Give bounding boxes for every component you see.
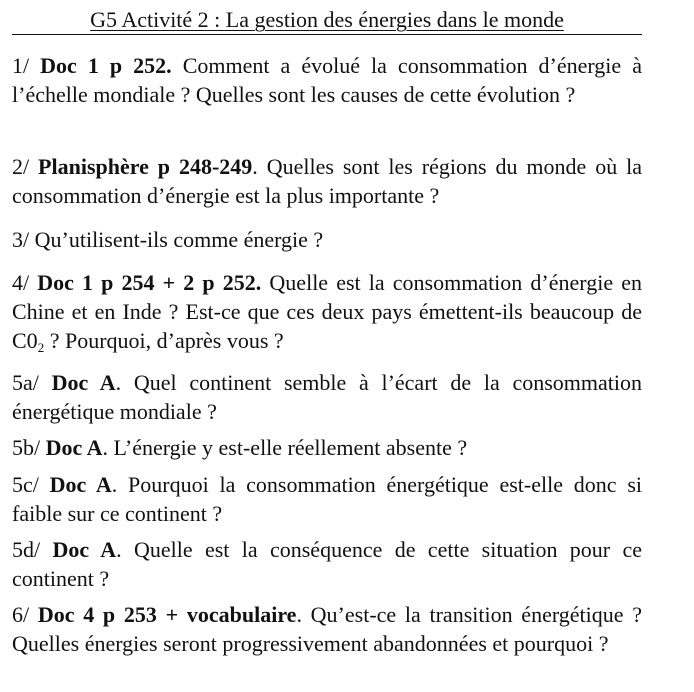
question-text: . Quel continent semble à l’écart de la consommation énergétique mondiale ?	[12, 370, 642, 424]
question-text: Qu’utilisent-ils comme énergie ?	[34, 227, 324, 252]
question-text: . Quelles sont les régions du monde où la consommation d’énergie est la plus importante ?	[12, 154, 642, 208]
question-text: . Pourquoi la consommation énergétique est-elle donc si faible sur ce continent ?	[12, 472, 642, 526]
question-number: 6/	[12, 602, 38, 627]
question-3	[12, 225, 642, 254]
question-reference: Doc A	[51, 370, 116, 395]
question-number: 5a/	[12, 370, 52, 395]
question-reference: Doc A	[52, 537, 117, 562]
question-text-after: ? Pourquoi, d’après vous ?	[44, 328, 284, 353]
page-title: G5 Activité 2 : La gestion des énergies dans le monde	[90, 7, 564, 32]
question-text: . Qu’est-ce la transition énergétique ? Quelles énergies seront progressivement abandonnées et pourquoi ?	[12, 602, 643, 656]
question-text: Quelle est la consommation d’énergie en Chine et en Inde ? Est-ce que ces deux pays émettent-ils beaucoup de C0	[12, 270, 642, 353]
title-bar	[12, 6, 642, 35]
question-number: 2/	[12, 154, 39, 179]
question-number: 5b/	[12, 435, 46, 460]
question-5a	[12, 368, 642, 426]
subscript: 2	[37, 340, 45, 355]
question-text: . L’énergie y est-elle réellement absente ?	[102, 435, 468, 460]
question-2	[12, 152, 642, 210]
question-reference: Doc A	[49, 472, 112, 497]
question-number: 3/	[12, 227, 35, 252]
question-4	[12, 268, 642, 355]
question-5b	[12, 433, 642, 462]
question-6	[12, 600, 642, 658]
question-reference: Doc A	[45, 435, 103, 460]
question-reference: Planisphère p 248-249	[38, 154, 253, 179]
question-reference: Doc 1 p 254 + 2 p 252.	[37, 270, 262, 295]
question-number: 1/	[12, 53, 41, 78]
question-5d	[12, 535, 642, 593]
question-number: 5c/	[12, 472, 50, 497]
question-reference: Doc 1 p 252.	[40, 53, 172, 78]
question-number: 5d/	[12, 537, 53, 562]
question-5c	[12, 470, 642, 528]
question-text: . Quelle est la conséquence de cette situation pour ce continent ?	[12, 537, 642, 591]
question-number: 4/	[12, 270, 38, 295]
question-text: Comment a évolué la consommation d’énergie à l’échelle mondiale ? Quelles sont les causes de cette évolution ?	[12, 53, 642, 107]
question-reference: Doc 4 p 253 + vocabulaire	[37, 602, 297, 627]
question-1	[12, 51, 642, 109]
